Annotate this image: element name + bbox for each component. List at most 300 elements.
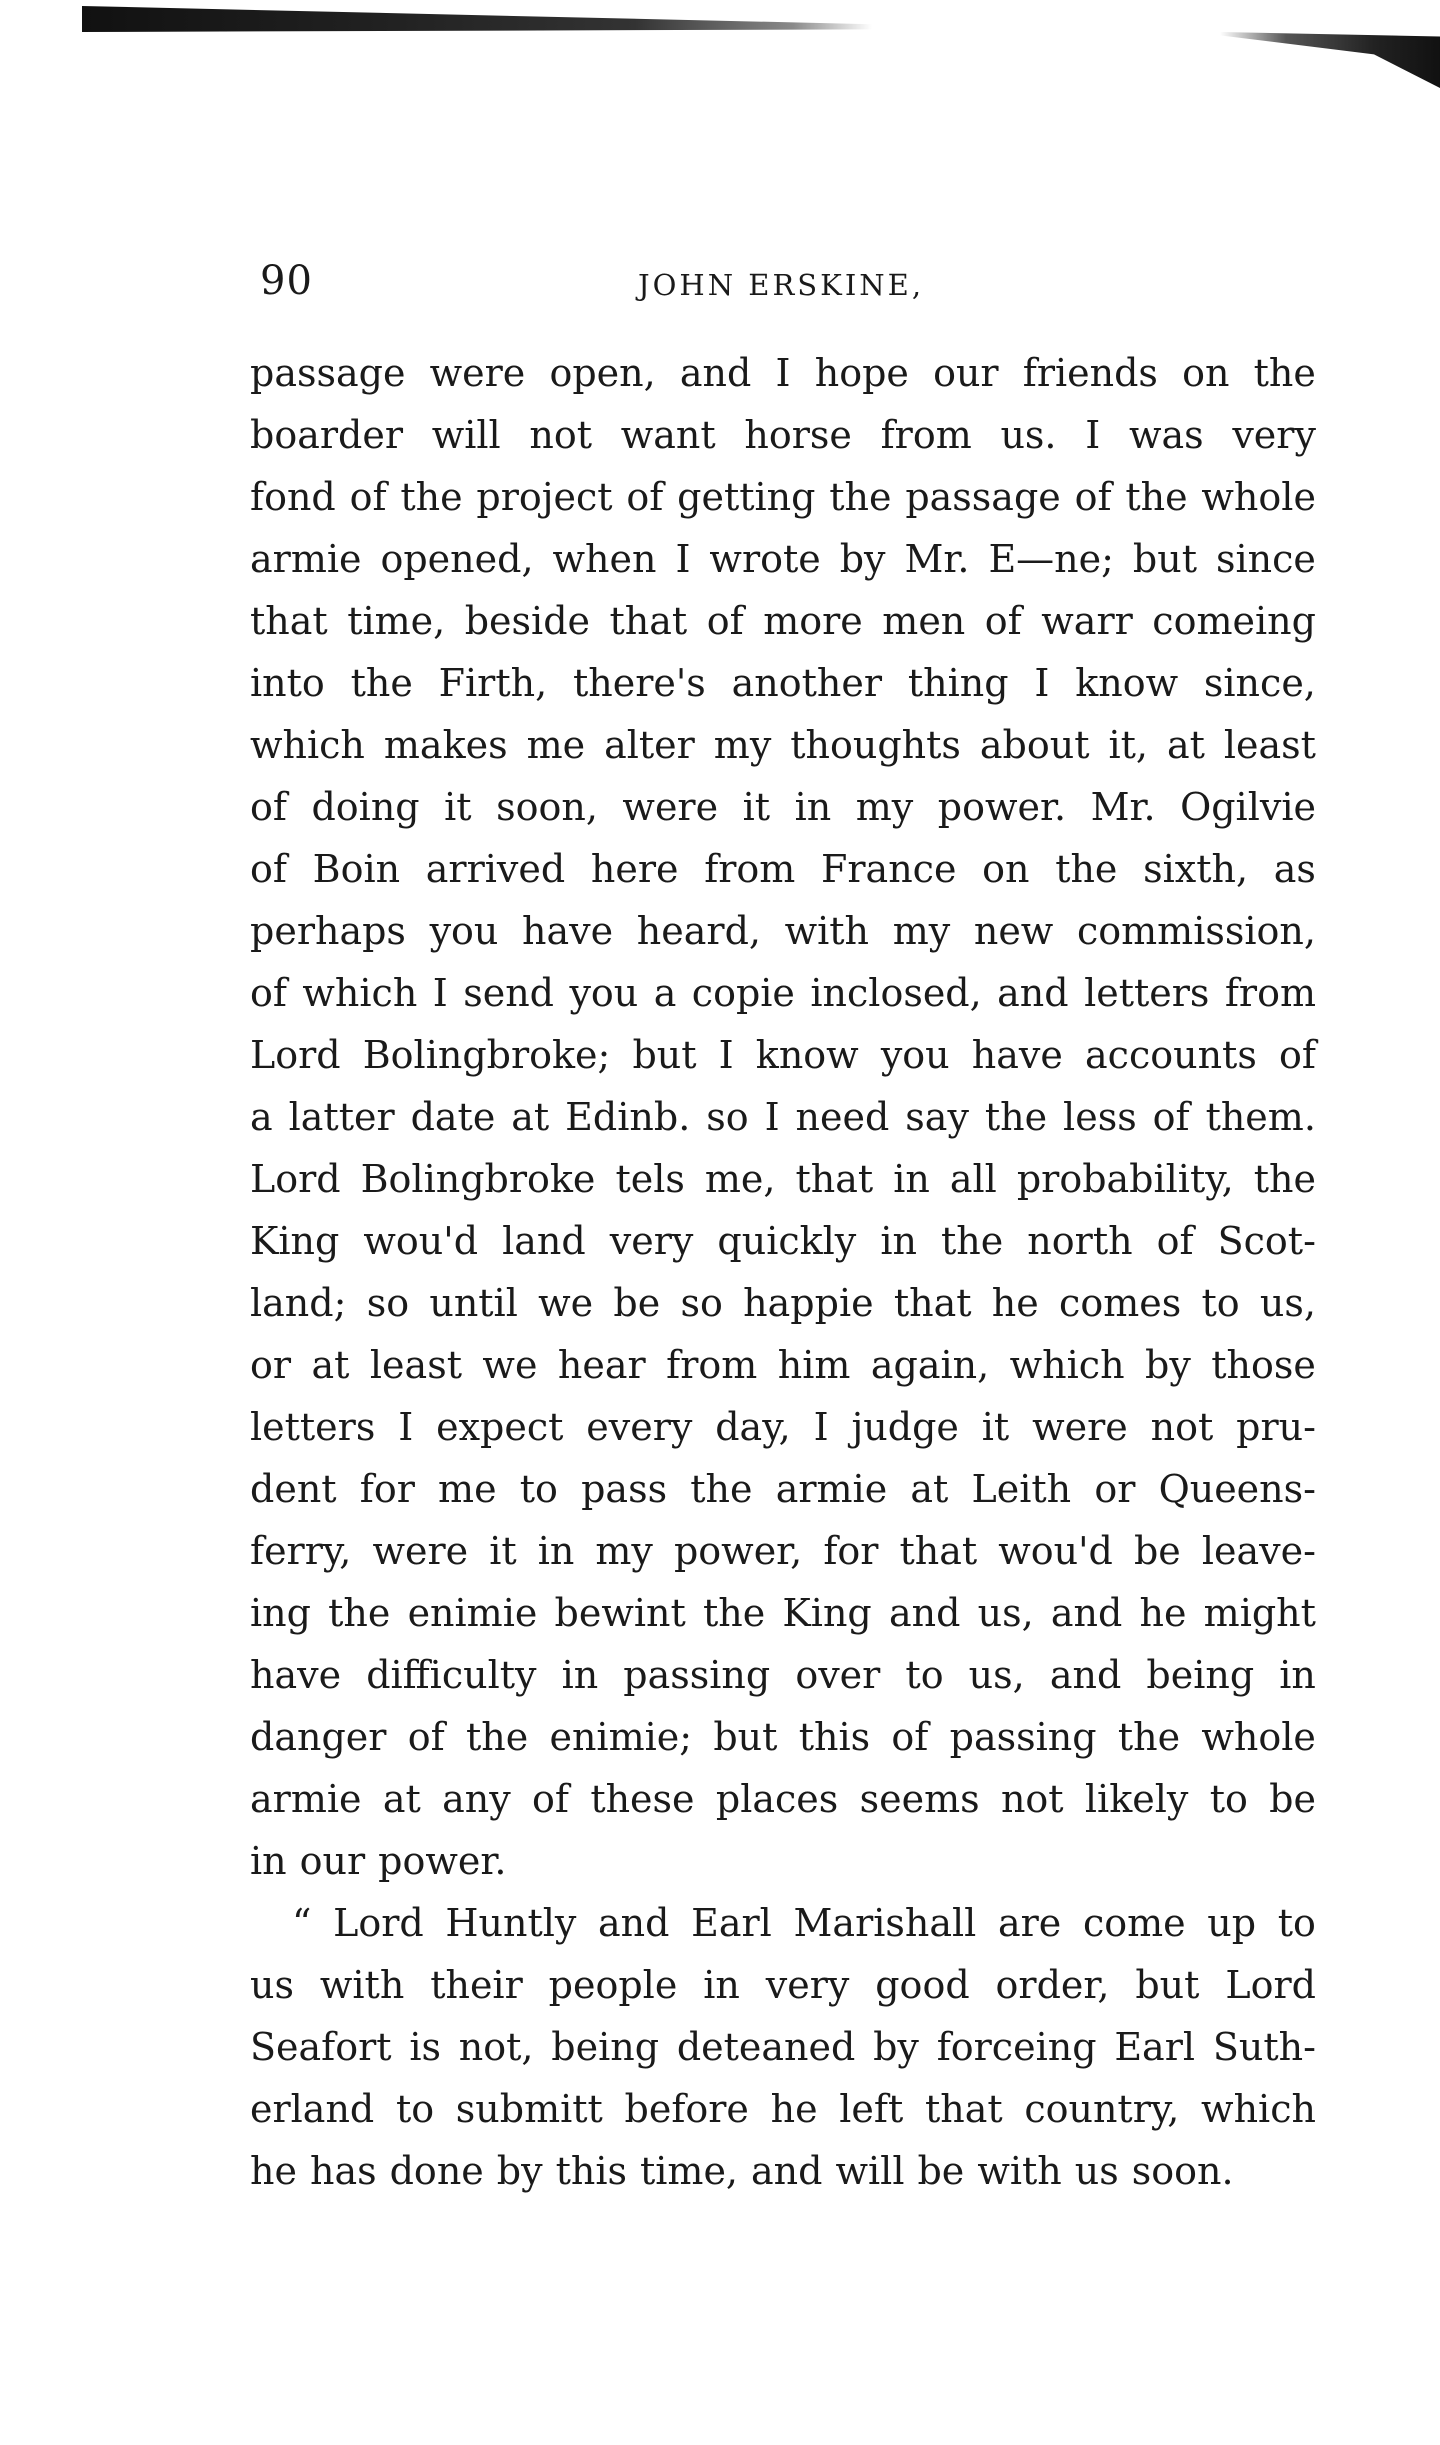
word: not [1000, 1777, 1064, 1821]
word: you [569, 971, 639, 1015]
text-line [250, 1024, 1316, 1086]
text-line [250, 2140, 1316, 2202]
word: left [839, 2087, 904, 2131]
word: passing [949, 1715, 1097, 1759]
text-line [250, 1892, 1316, 1954]
word: my [855, 785, 914, 829]
word: from [880, 413, 972, 457]
word: the [829, 475, 892, 519]
word: I [718, 1033, 734, 1077]
word: for [359, 1467, 415, 1511]
word: by [873, 2025, 919, 2069]
word: King [250, 1219, 340, 1263]
text-line [250, 1334, 1316, 1396]
word: me [438, 1467, 497, 1511]
word: us, [968, 1653, 1025, 1697]
word: before [624, 2087, 749, 2131]
word: of [1152, 1095, 1190, 1139]
word: comes [1059, 1281, 1182, 1325]
word: in [1279, 1653, 1316, 1697]
word: in [250, 1839, 287, 1883]
word: of [1156, 1219, 1194, 1263]
word: it [981, 1405, 1010, 1449]
word: my [595, 1529, 653, 1573]
word: least [1223, 723, 1316, 767]
word: Lord [250, 1033, 341, 1077]
word: and [1049, 1653, 1122, 1697]
word: not [529, 413, 593, 457]
word: will [431, 413, 501, 457]
word: over [795, 1653, 881, 1697]
word: with [977, 2149, 1062, 2193]
word: and [679, 351, 752, 395]
word: that [795, 1157, 874, 1201]
word: Earl [691, 1901, 772, 1945]
word: ing [250, 1591, 311, 1635]
word: we [482, 1343, 538, 1387]
word: him [777, 1343, 851, 1387]
word: of [706, 599, 744, 643]
text-line [250, 1830, 1316, 1892]
word: on [1182, 351, 1230, 395]
word: whole [1201, 475, 1316, 519]
word: pru- [1236, 1405, 1316, 1449]
word: need [795, 1095, 890, 1139]
word: Firth, [438, 661, 548, 705]
word: another [731, 661, 883, 705]
word: us, [977, 1591, 1034, 1635]
word: those [1211, 1343, 1316, 1387]
word: alter [604, 723, 695, 767]
text-line [250, 1210, 1316, 1272]
text-line [250, 1954, 1316, 2016]
page-number: 90 [260, 258, 313, 304]
word: from [704, 847, 796, 891]
word: perhaps [250, 909, 406, 953]
word: my [892, 909, 951, 953]
word: submitt [455, 2087, 603, 2131]
word: us, [1259, 1281, 1316, 1325]
word: there's [572, 661, 706, 705]
word: comeing [1152, 599, 1316, 643]
word: Earl [1114, 2025, 1196, 2069]
word: in [561, 1653, 599, 1697]
word: he [250, 2149, 297, 2193]
word: this [798, 1715, 871, 1759]
word: Huntly [445, 1901, 577, 1945]
word: judge [851, 1405, 959, 1449]
running-title: JOHN ERSKINE, [638, 268, 925, 302]
word: land [502, 1219, 586, 1263]
word: at [311, 1343, 350, 1387]
text-line [250, 2078, 1316, 2140]
word: country, [1024, 2087, 1180, 2131]
word: sixth, [1143, 847, 1249, 891]
word: he [1139, 1591, 1187, 1635]
text-line [250, 776, 1316, 838]
word: likely [1084, 1777, 1189, 1821]
word: not [1150, 1405, 1214, 1449]
word: least [369, 1343, 462, 1387]
word: but [713, 1715, 778, 1759]
word: Suth- [1212, 2025, 1316, 2069]
word: the [400, 475, 463, 519]
body-text [250, 342, 1316, 2202]
text-line [250, 1458, 1316, 1520]
text-line [250, 1644, 1316, 1706]
word: France [821, 847, 957, 891]
word: so [706, 1095, 749, 1139]
word: power. [378, 1839, 507, 1883]
word: to [1201, 1281, 1240, 1325]
text-line [250, 1520, 1316, 1582]
word: know [1075, 661, 1179, 705]
text-line [250, 1582, 1316, 1644]
word: on [982, 847, 1030, 891]
word: their [430, 1963, 523, 2007]
word: open, [549, 351, 656, 395]
word: that [924, 2087, 1003, 2131]
word: have [522, 909, 614, 953]
word: people [548, 1963, 678, 2007]
word: E—ne; [988, 537, 1114, 581]
word: Mr. [1090, 785, 1156, 829]
word: to [395, 2087, 435, 2131]
word: I [398, 1405, 414, 1449]
word: a [653, 971, 677, 1015]
word: soon, [496, 785, 598, 829]
word: has [309, 2149, 377, 2193]
word: we [538, 1281, 594, 1325]
text-line [250, 2016, 1316, 2078]
word: with [784, 909, 870, 953]
word: of [891, 1715, 929, 1759]
word: I [764, 1095, 780, 1139]
word: heard, [636, 909, 761, 953]
word: so [680, 1281, 723, 1325]
word: doing [311, 785, 420, 829]
word: Bolingbroke; [362, 1033, 611, 1077]
word: good [875, 1963, 970, 2007]
word: Seafort [250, 2025, 392, 2069]
word: it [742, 785, 771, 829]
word: the [350, 661, 413, 705]
word: Lord [1225, 1963, 1316, 2007]
word: have [250, 1653, 342, 1697]
word: of [1278, 1033, 1316, 1077]
word: seems [859, 1777, 980, 1821]
word: in [893, 1157, 930, 1201]
word: in [537, 1529, 575, 1573]
word: of [1074, 475, 1112, 519]
word: less [1063, 1095, 1137, 1139]
word: letters [1084, 971, 1210, 1015]
text-line [250, 900, 1316, 962]
word: armie [250, 537, 362, 581]
word: Bolingbroke [360, 1157, 596, 1201]
word: in [880, 1219, 917, 1263]
word: have [971, 1033, 1063, 1077]
word: and [751, 2149, 823, 2193]
word: being [551, 2025, 660, 2069]
word: “ [292, 1901, 312, 1945]
word: passage [250, 351, 406, 395]
word: any [442, 1777, 511, 1821]
word: were [372, 1529, 469, 1573]
word: Lord [250, 1157, 341, 1201]
word: since [1215, 537, 1316, 581]
word: but [1135, 1963, 1200, 2007]
text-line [250, 1148, 1316, 1210]
word: to [1277, 1901, 1316, 1945]
word: were [1032, 1405, 1128, 1449]
word: us [250, 1963, 294, 2007]
word: the [690, 1467, 753, 1511]
word: that [250, 599, 328, 643]
word: quickly [717, 1219, 857, 1263]
word: very [765, 1963, 850, 2007]
word: in [794, 785, 832, 829]
word: to [1209, 1777, 1248, 1821]
word: date [410, 1095, 496, 1139]
word: our [299, 1839, 366, 1883]
word: come [1082, 1901, 1186, 1945]
word: which [250, 723, 365, 767]
word: will [835, 2149, 905, 2193]
word: you [880, 1033, 950, 1077]
word: by [839, 537, 886, 581]
word: that [899, 1529, 978, 1573]
word: armie [775, 1467, 888, 1511]
word: of [250, 785, 287, 829]
word: Lord [333, 1901, 424, 1945]
word: my [713, 723, 772, 767]
word: from [666, 1343, 758, 1387]
word: into [250, 661, 325, 705]
word: I [1034, 661, 1050, 705]
word: was [1128, 413, 1204, 457]
word: be [1269, 1777, 1316, 1821]
word: I [675, 537, 691, 581]
word: wrote [709, 537, 821, 581]
word: arrived [425, 847, 566, 891]
word: at [1166, 723, 1205, 767]
text-line [250, 1706, 1316, 1768]
word: beside [464, 599, 591, 643]
word: when [552, 537, 657, 581]
word: by [496, 2149, 543, 2193]
word: by [1145, 1343, 1191, 1387]
word: erland [250, 2087, 375, 2131]
word: I [432, 971, 448, 1015]
word: to [519, 1467, 558, 1511]
word: say [905, 1095, 969, 1139]
word: to [905, 1653, 944, 1697]
word: and [997, 971, 1069, 1015]
word: I [775, 351, 791, 395]
word: places [715, 1777, 839, 1821]
word: passage [905, 475, 1061, 519]
text-line [250, 1768, 1316, 1830]
word: project [476, 475, 613, 519]
word: he [770, 2087, 818, 2131]
word: Ogilvie [1180, 785, 1316, 829]
word: until [429, 1281, 518, 1325]
text-line [250, 342, 1316, 404]
word: be [1133, 1529, 1181, 1573]
word: the [1253, 351, 1316, 395]
text-line [250, 962, 1316, 1024]
word: and [888, 1591, 961, 1635]
word: since, [1203, 661, 1316, 705]
word: pass [581, 1467, 668, 1511]
word: thoughts [790, 723, 961, 767]
word: the [1055, 847, 1118, 891]
text-line [250, 1272, 1316, 1334]
word: makes [383, 723, 508, 767]
word: very [1232, 413, 1316, 457]
word: warr [1041, 599, 1133, 643]
word: friends [1022, 351, 1158, 395]
word: soon. [1131, 2149, 1234, 2193]
word: and [1050, 1591, 1123, 1635]
word: were [429, 351, 526, 395]
word: of [532, 1777, 569, 1821]
word: from [1224, 971, 1316, 1015]
word: horse [744, 413, 852, 457]
word: enimie; [549, 1715, 693, 1759]
running-header [260, 258, 1320, 318]
word: or [250, 1343, 292, 1387]
word: it, [1108, 723, 1148, 767]
word: but [632, 1033, 697, 1077]
word: you [429, 909, 499, 953]
word: land; [250, 1281, 347, 1325]
word: me, [704, 1157, 776, 1201]
word: me [526, 723, 586, 767]
word: wou'd [998, 1529, 1113, 1573]
word: the [1253, 1157, 1316, 1201]
word: expect [436, 1405, 564, 1449]
word: probability, [1016, 1157, 1234, 1201]
word: happie [743, 1281, 874, 1325]
word: leave- [1201, 1529, 1316, 1573]
word: commission, [1076, 909, 1316, 953]
text-line [250, 528, 1316, 590]
word: a [250, 1095, 273, 1139]
word: it [489, 1529, 517, 1573]
word: whole [1201, 1715, 1316, 1759]
word: bewint [554, 1591, 686, 1635]
word: copie [691, 971, 795, 1015]
word: the [1125, 475, 1188, 519]
word: so [366, 1281, 410, 1325]
word: men [882, 599, 966, 643]
word: at [511, 1095, 550, 1139]
word: King [782, 1591, 872, 1635]
word: time, [347, 599, 446, 643]
word: about [979, 723, 1090, 767]
word: danger [250, 1715, 387, 1759]
word: the [1117, 1715, 1181, 1759]
word: the [984, 1095, 1048, 1139]
word: Mr. [904, 537, 970, 581]
word: Boin [312, 847, 401, 891]
word: of [407, 1715, 445, 1759]
text-line [250, 1396, 1316, 1458]
word: deteaned [676, 2025, 856, 2069]
word: might [1203, 1591, 1316, 1635]
word: order, [995, 1963, 1110, 2007]
word: tels [615, 1157, 685, 1201]
word: with [319, 1963, 405, 2007]
word: which [1009, 1343, 1125, 1387]
word: latter [288, 1095, 395, 1139]
word: every [586, 1405, 693, 1449]
word: accounts [1085, 1033, 1257, 1077]
word: getting [677, 475, 816, 519]
word: very [609, 1219, 694, 1263]
word: new [973, 909, 1054, 953]
word: thing [907, 661, 1009, 705]
word: us. [1000, 413, 1057, 457]
word: that [893, 1281, 972, 1325]
word: again, [870, 1343, 990, 1387]
word: power. [937, 785, 1067, 829]
word: difficulty [366, 1653, 537, 1697]
word: it [444, 785, 472, 829]
text-line [250, 714, 1316, 776]
word: armie [250, 1777, 362, 1821]
word: the [328, 1591, 391, 1635]
word: Scot- [1217, 1219, 1316, 1263]
word: send [463, 971, 554, 1015]
word: hope [814, 351, 909, 395]
word: up [1207, 1901, 1257, 1945]
word: the [941, 1219, 1004, 1263]
word: this [555, 2149, 627, 2193]
word: hear [557, 1343, 646, 1387]
word: at [382, 1777, 421, 1821]
word: done [389, 2149, 484, 2193]
word: Leith [971, 1467, 1072, 1511]
word: Marishall [793, 1901, 977, 1945]
word: of [626, 475, 664, 519]
word: them. [1205, 1095, 1316, 1139]
word: our [933, 351, 999, 395]
word: ferry, [250, 1529, 352, 1573]
word: us [1074, 2149, 1119, 2193]
word: here [590, 847, 679, 891]
word: as [1273, 847, 1316, 891]
word: and [598, 1901, 670, 1945]
word: Queens- [1158, 1467, 1316, 1511]
word: I [1085, 413, 1101, 457]
word: enimie [407, 1591, 538, 1635]
word: for [823, 1529, 879, 1573]
word: the [465, 1715, 529, 1759]
word: want [620, 413, 716, 457]
word: boarder [250, 413, 404, 457]
word: inclosed, [810, 971, 982, 1015]
word: all [949, 1157, 997, 1201]
word: of [349, 475, 387, 519]
word: at [910, 1467, 949, 1511]
text-line [250, 466, 1316, 528]
word: wou'd [363, 1219, 479, 1263]
word: not, [458, 2025, 534, 2069]
word: or [1094, 1467, 1136, 1511]
